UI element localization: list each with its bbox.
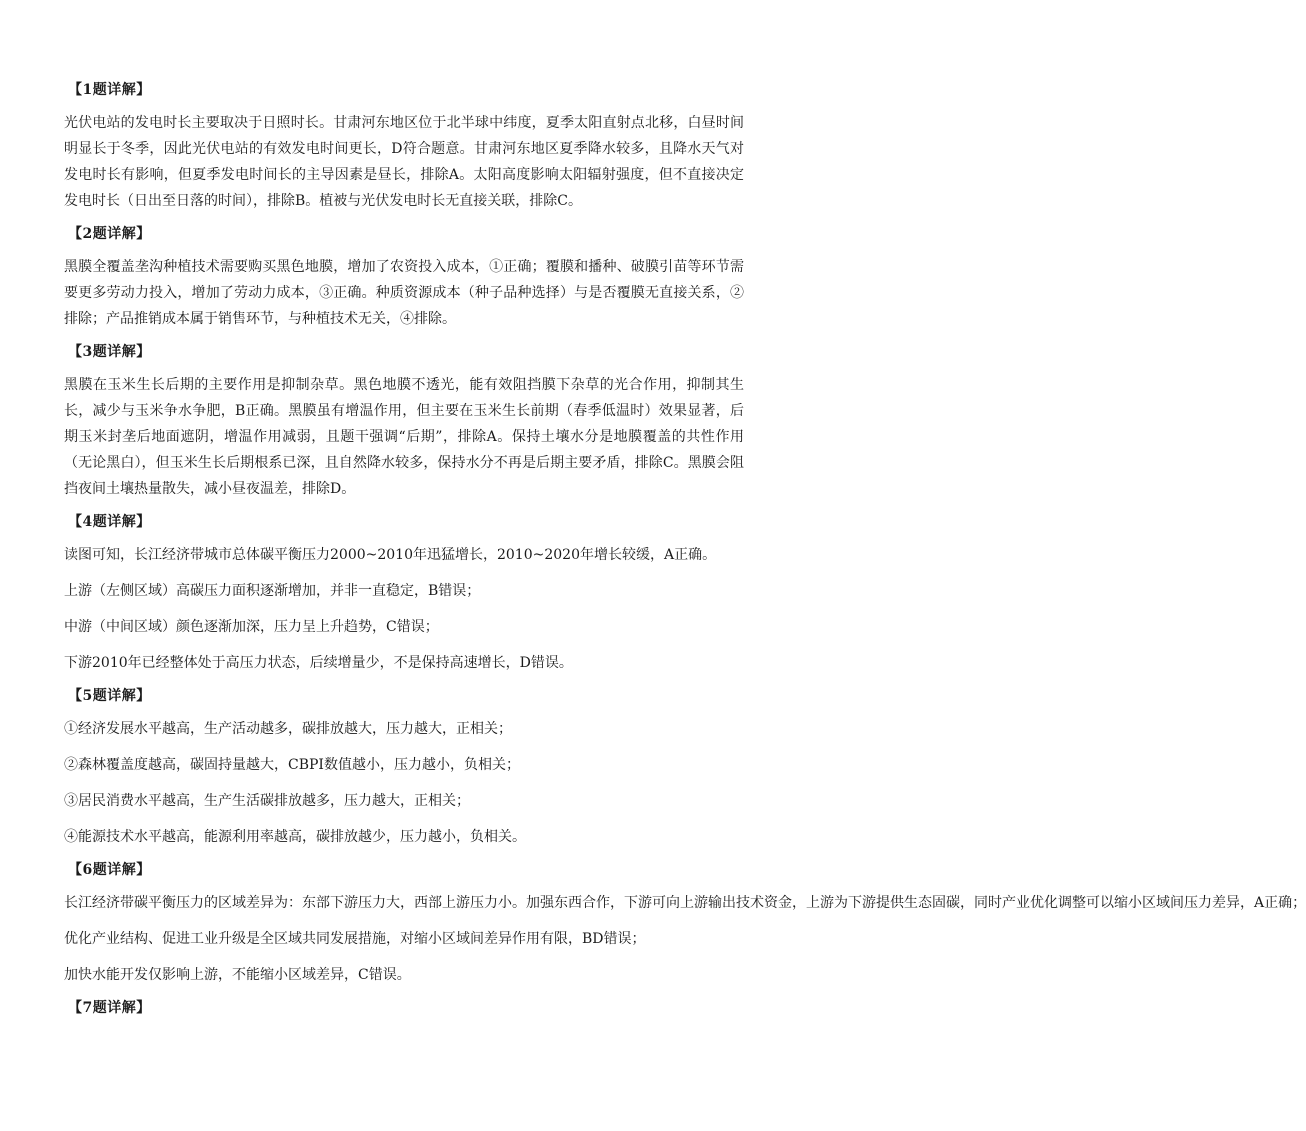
- section-heading: 【4题详解】: [68, 514, 151, 530]
- explanation-section: [64, 860, 1306, 988]
- explanation-paragraph: 中游（中间区域）颜色逐渐加深，压力呈上升趋势，C错误；: [64, 619, 439, 635]
- explanation-paragraph: 读图可知，长江经济带城市总体碳平衡压力2000~2010年迅猛增长，2010~2020年增长较缓，A正确。: [64, 547, 717, 563]
- section-heading: 【6题详解】: [68, 862, 151, 878]
- explanation-paragraph: 长江经济带碳平衡压力的区域差异为：东部下游压力大，西部上游压力小。加强东西合作，下游可向上游输出技术资金，上游为下游提供生态固碳，同时产业优化调整可以缩小区域间压力差异，A正确；: [64, 895, 1306, 911]
- explanation-section: [64, 80, 744, 214]
- explanation-paragraph: 下游2010年已经整体处于高压力状态，后续增量少，不是保持高速增长，D错误。: [64, 655, 573, 671]
- section-heading: 【1题详解】: [68, 82, 151, 98]
- explanation-paragraph: ③居民消费水平越高，生产生活碳排放越多，压力越大，正相关；: [64, 793, 470, 809]
- explanation-paragraph: 黑膜全覆盖垄沟种植技术需要购买黑色地膜，增加了农资投入成本，①正确；覆膜和播种、破膜引苗等环节需要更多劳动力投入，增加了劳动力成本，③正确。种质资源成本（种子品种选择）与是否覆膜无直接关系，②排除；产品推销成本属于销售环节，与种植技术无关，④排除。: [64, 259, 744, 327]
- explanation-paragraph: 黑膜在玉米生长后期的主要作用是抑制杂草。黑色地膜不透光，能有效阻挡膜下杂草的光合作用，抑制其生长，减少与玉米争水争肥，B正确。黑膜虽有增温作用，但主要在玉米生长前期（春季低温时）效果显著，后期玉米封垄后地面遮阴，增温作用减弱，且题干强调“后期”，排除A。保持土壤水分是地膜覆盖的共性作用（无论黑白），但玉米生长后期根系已深，且自然降水较多，保持水分不再是后期主要矛盾，排除C。黑膜会阻挡夜间土壤热量散失，减小昼夜温差，排除D。: [64, 377, 744, 497]
- explanation-paragraph: 光伏电站的发电时长主要取决于日照时长。甘肃河东地区位于北半球中纬度，夏季太阳直射点北移，白昼时间明显长于冬季，因此光伏电站的有效发电时间更长，D符合题意。甘肃河东地区夏季降水较多，且降水天气对发电时长有影响，但夏季发电时间长的主导因素是昼长，排除A。太阳高度影响太阳辐射强度，但不直接决定发电时长（日出至日落的时间），排除B。植被与光伏发电时长无直接关联，排除C。: [64, 115, 744, 209]
- answer-explanations: [64, 80, 1306, 1028]
- explanation-paragraph: 加快水能开发仅影响上游，不能缩小区域差异，C错误。: [64, 967, 411, 983]
- explanation-paragraph: ②森林覆盖度越高，碳固持量越大，CBPI数值越小，压力越小，负相关；: [64, 757, 520, 773]
- section-heading: 【7题详解】: [68, 1000, 151, 1016]
- section-heading: 【2题详解】: [68, 226, 151, 242]
- section-heading: 【3题详解】: [68, 344, 151, 360]
- section-heading: 【5题详解】: [68, 688, 151, 704]
- explanation-paragraph: 优化产业结构、促进工业升级是全区域共同发展措施，对缩小区域间差异作用有限，BD错误；: [64, 931, 646, 947]
- explanation-paragraph: ①经济发展水平越高，生产活动越多，碳排放越大，压力越大，正相关；: [64, 721, 512, 737]
- explanation-section: [64, 686, 744, 850]
- explanation-paragraph: 上游（左侧区域）高碳压力面积逐渐增加，并非一直稳定，B错误；: [64, 583, 481, 599]
- explanation-section: [64, 512, 744, 676]
- explanation-section: [64, 224, 744, 332]
- explanation-section: [64, 998, 744, 1018]
- explanation-paragraph: ④能源技术水平越高，能源利用率越高，碳排放越少，压力越小，负相关。: [64, 829, 526, 845]
- explanation-section: [64, 342, 744, 502]
